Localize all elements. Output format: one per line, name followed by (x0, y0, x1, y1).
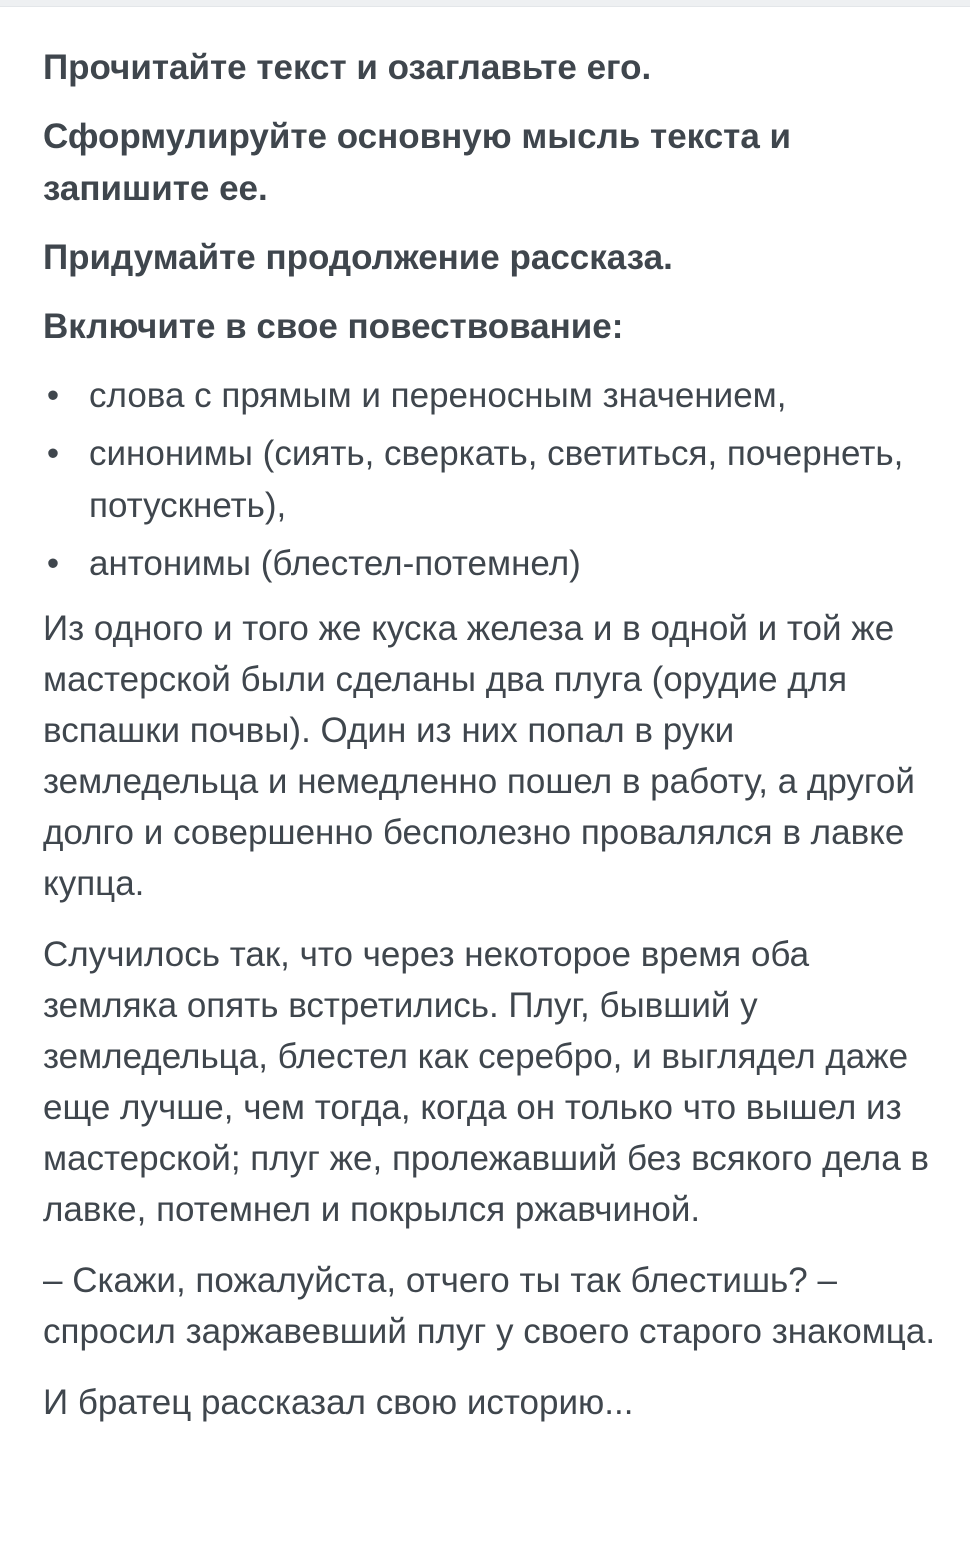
list-item (43, 538, 948, 590)
task-title: Прочитайте текст и озаглавьте его. (43, 48, 652, 87)
requirements-list (43, 370, 948, 590)
task-main-idea: Сформулируйте основную мысль текста и запишите ее. (43, 117, 792, 208)
bullet-icon: • (46, 434, 60, 473)
bullet-icon: • (46, 376, 60, 415)
list-item (43, 428, 948, 532)
document-content (43, 42, 948, 1448)
task-continuation: Придумайте продолжение рассказа. (43, 238, 673, 277)
list-item (43, 370, 948, 422)
top-divider (0, 0, 970, 7)
list-item-text: антонимы (блестел-потемнел) (89, 544, 581, 583)
story-dialogue: – Скажи, пожалуйста, отчего ты так блестишь? – спросил заржавевший плуг у своего старого знакомца. (43, 1261, 936, 1351)
story-ending: И братец рассказал свою историю... (43, 1383, 634, 1422)
story-paragraph: Из одного и того же куска железа и в одной и той же мастерской были сделаны два плуга (орудие для вспашки почвы). Один из них попал в руки земледельца и немедленно пошел в работу, а другой долго и совершенно бесполезно провалялся в лавке купца. (43, 609, 915, 903)
list-item-text: синонимы (сиять, сверкать, светиться, почернеть, потускнеть), (89, 434, 904, 525)
task-include: Включите в свое повествование: (43, 307, 624, 346)
bullet-icon: • (46, 544, 60, 583)
story-paragraph: Случилось так, что через некоторое время оба земляка опять встретились. Плуг, бывший у земледельца, блестел как серебро, и выглядел даже еще лучше, чем тогда, когда он только что вышел из мастерской; плуг же, пролежавший без всякого дела в лавке, потемнел и покрылся ржавчиной. (43, 935, 930, 1229)
list-item-text: слова с прямым и переносным значением, (89, 376, 787, 415)
